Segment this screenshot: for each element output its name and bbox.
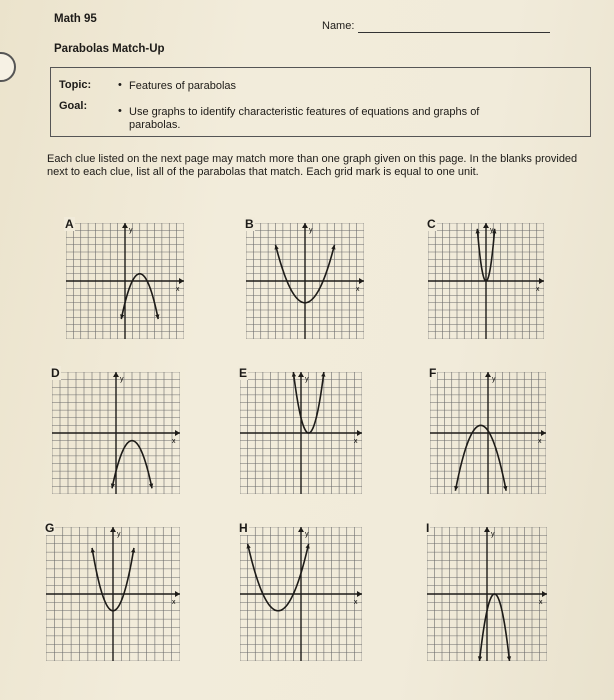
instructions-paragraph: Each clue listed on the next page may match more than one graph given on this page. In the blanks provided next to each clue, list all of the parabolas that match. Each grid mark is equal to one unit. bbox=[47, 153, 578, 178]
axes bbox=[46, 527, 180, 661]
y-axis-label: y bbox=[129, 227, 133, 234]
name-blank-line bbox=[358, 32, 550, 33]
curve-arrowhead bbox=[476, 229, 480, 234]
parabola-graph-b bbox=[245, 217, 364, 339]
graph-label-i: I bbox=[426, 521, 430, 535]
axes bbox=[240, 372, 362, 494]
parabola-graph-e bbox=[239, 366, 362, 494]
parabola-graph-i bbox=[426, 521, 547, 661]
axes bbox=[66, 223, 184, 339]
topic-goal-box bbox=[50, 67, 591, 137]
course-title: Math 95 bbox=[54, 13, 97, 25]
x-axis-label: x bbox=[172, 438, 176, 445]
y-axis-label: y bbox=[492, 376, 496, 383]
y-axis-label: y bbox=[490, 227, 494, 234]
parabola-graph-g bbox=[45, 521, 180, 661]
axes bbox=[427, 527, 547, 661]
goal-item-line1: Use graphs to identify characteristic features of equations and graphs of bbox=[129, 106, 480, 118]
goal-item-line2: parabolas. bbox=[129, 119, 181, 131]
y-axis-label: y bbox=[309, 227, 313, 234]
x-axis-label: x bbox=[539, 599, 543, 606]
graph-label-e: E bbox=[239, 366, 248, 380]
axes bbox=[430, 372, 546, 494]
x-axis-label: x bbox=[536, 286, 540, 293]
bullet-icon: • bbox=[118, 105, 122, 117]
parabola-graph-c bbox=[427, 217, 544, 339]
parabola-graph-a bbox=[65, 217, 184, 339]
x-axis-label: x bbox=[538, 438, 542, 445]
x-axis-label: x bbox=[176, 286, 180, 293]
x-axis-label: x bbox=[354, 438, 358, 445]
name-label: Name: bbox=[322, 20, 355, 32]
axes bbox=[240, 527, 362, 661]
bullet-icon: • bbox=[118, 79, 122, 91]
binder-hole bbox=[0, 52, 16, 82]
axes bbox=[246, 223, 364, 339]
x-axis-label: x bbox=[172, 599, 176, 606]
worksheet-title: Parabolas Match-Up bbox=[54, 43, 165, 55]
parabola-graph-d bbox=[51, 366, 180, 494]
y-axis-label: y bbox=[305, 376, 309, 383]
graph-label-c: C bbox=[427, 217, 436, 231]
topic-item: Features of parabolas bbox=[129, 80, 237, 92]
graph-label-g: G bbox=[45, 521, 55, 535]
parabola-graph-h bbox=[239, 521, 362, 661]
graph-label-a: A bbox=[65, 217, 74, 231]
graph-label-h: H bbox=[239, 521, 248, 535]
graph-label-d: D bbox=[51, 366, 60, 380]
y-axis-label: y bbox=[491, 531, 495, 538]
x-axis-label: x bbox=[354, 599, 358, 606]
axes bbox=[52, 372, 180, 494]
topic-label: Topic: bbox=[59, 79, 92, 91]
y-axis-label: y bbox=[120, 376, 124, 383]
graph-label-b: B bbox=[245, 217, 254, 231]
y-axis-label: y bbox=[305, 531, 309, 538]
parabola-graph-f bbox=[429, 366, 546, 494]
y-axis-label: y bbox=[117, 531, 121, 538]
graph-label-f: F bbox=[429, 366, 437, 380]
x-axis-label: x bbox=[356, 286, 360, 293]
goal-label: Goal: bbox=[59, 100, 88, 112]
